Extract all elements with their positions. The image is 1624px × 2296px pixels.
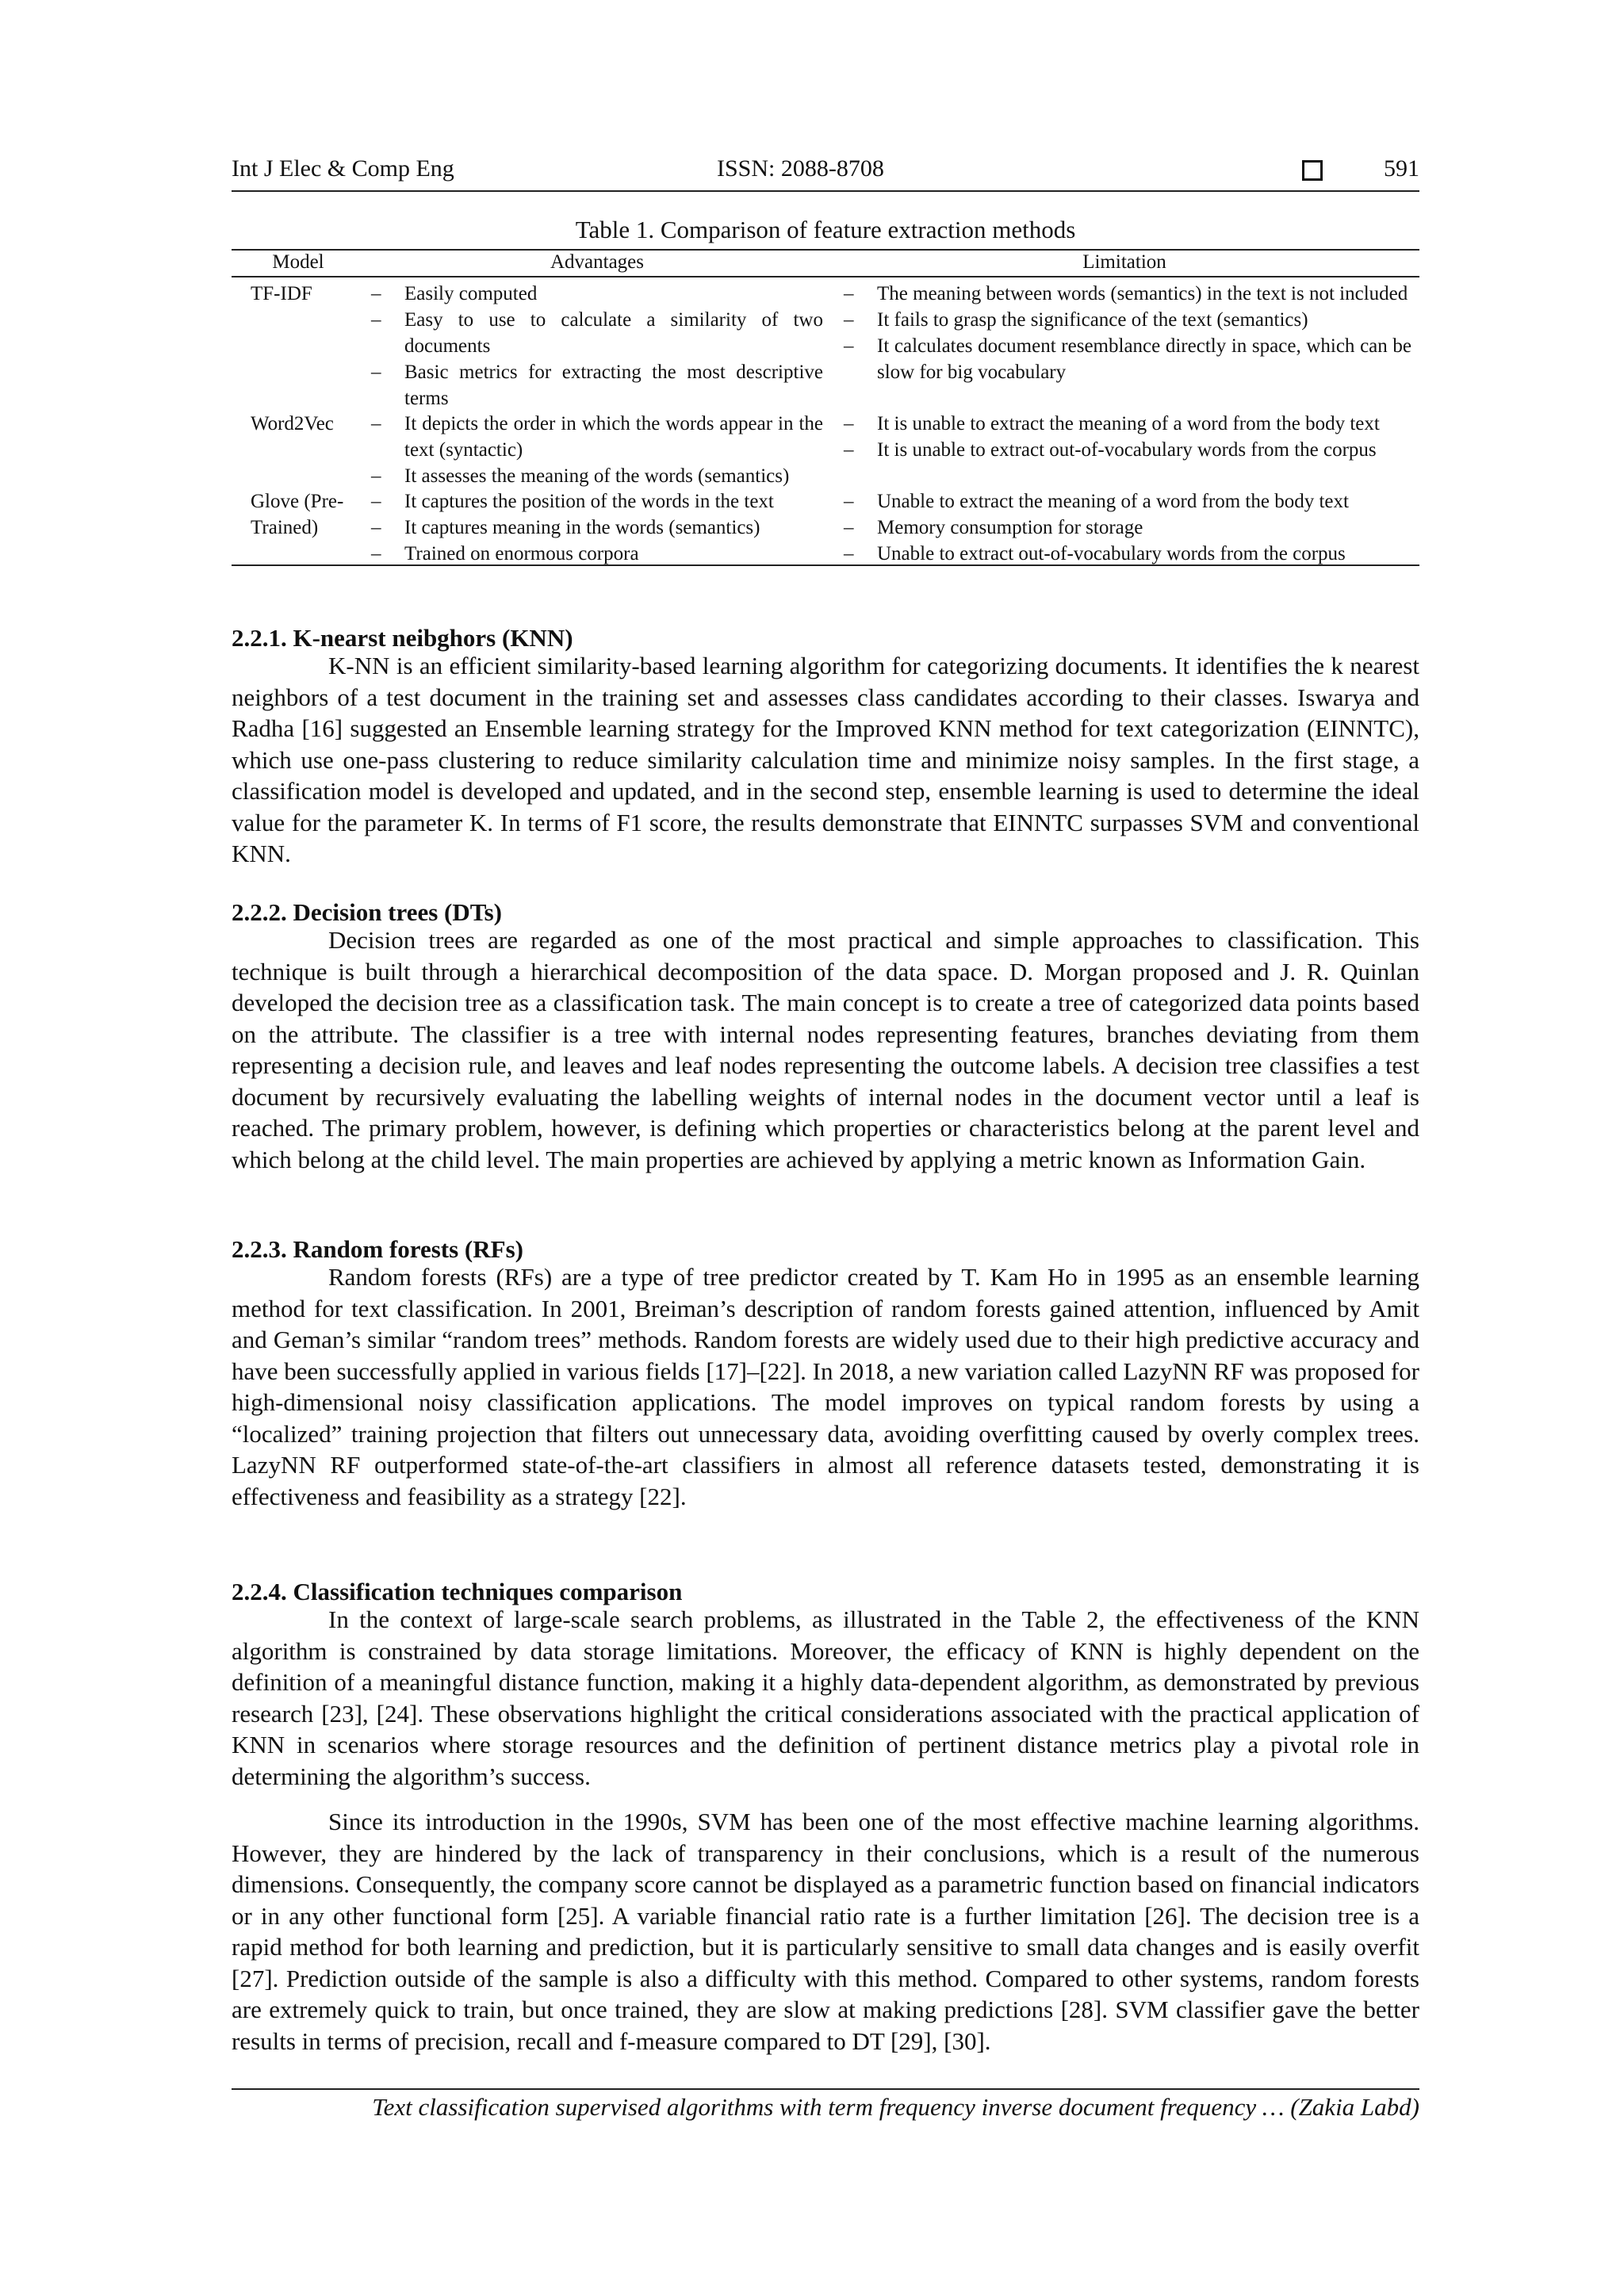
section-paragraph: Decision trees are regarded as one of the most practical and simple approaches to classification. This technique is built through a hierarchical decomposition of the data space. D. Morgan proposed and J. R. Quinlan developed the decision tree as a classification task. The main concept is to create a tree of categorized data points based on the attribute. The classifier is a tree with internal nodes representing features, branches deviating from them representing a decision rule, and leaves and leaf nodes representing the outcome labels. A decision tree classifies a test document by recursively evaluating the labelling weights of internal nodes in the document vector until a leaf is reached. The primary problem, however, is defining which properties or characteristics belong at the parent level and which belong at the child level. The main properties are achieved by applying a metric known as Information Gain. (232, 926, 1419, 1173)
advantage-item: – Trained on enormous corpora (371, 541, 823, 567)
advantage-item: – Basic metrics for extracting the most descriptive terms (371, 359, 823, 411)
column-header-advantages: Advantages (550, 251, 645, 273)
advantage-item: – It depicts the order in which the words appear in the text (syntactic) (371, 411, 823, 463)
journal-name: Int J Elec & Comp Eng (232, 155, 454, 182)
table-row (232, 408, 1419, 485)
column-header-model: Model (272, 251, 324, 273)
section-paragraph: Since its introduction in the 1990s, SVM has been one of the most effective machine learning algorithms. However, they are hindered by the lack of transparency in their conclusions, which is a result of the numerous dimensions. Consequently, the company score cannot be displayed as a parametric function based on financial indicators or in any other functional form [25]. A variable financial ratio rate is a further limitation [26]. The decision tree is a rapid method for both learning and prediction, but it is particularly sensitive to small data changes and is easily overfit [27]. Prediction outside of the sample is also a difficulty with this method. Compared to other systems, random forests are extremely quick to train, but once trained, they are slow at making predictions [28]. SVM classifier gave the better results in terms of precision, recall and f-measure compared to DT [29], [30]. (232, 1808, 1419, 2055)
model-cell: Word2Vec (251, 413, 334, 434)
limitation-item: – It calculates document resemblance directly in space, which can be slow for big vocabulary (844, 333, 1411, 385)
advantage-item: – It captures meaning in the words (semantics) (371, 515, 823, 541)
limitation-item: – It is unable to extract the meaning of a word from the body text (844, 411, 1411, 437)
section-heading: 2.2.2. Decision trees (DTs) (232, 898, 502, 926)
limitation-item: – Unable to extract the meaning of a word from the body text (844, 488, 1411, 515)
limitation-cell (844, 281, 1411, 385)
section-paragraph: Random forests (RFs) are a type of tree predictor created by T. Kam Ho in 1995 as an ensemble learning method for text classification. In 2001, Breiman’s description of random forests gained attention, influenced by Amit and Geman’s similar “random trees” methods. Random forests are widely used due to their high predictive accuracy and have been successfully applied in various fields [17]–[22]. In 2018, a new variation called LazyNN RF was proposed for high-dimensional noisy classification applications. The model improves on typical random forests by using a “localized” training projection that filters out unnecessary data, avoiding overfitting caused by overly complex trees. LazyNN RF outperformed state-of-the-art classifiers in almost all reference datasets tested, demonstrating it is effectiveness and feasibility as a strategy [22]. (232, 1263, 1419, 1510)
advantage-item: – It assesses the meaning of the words (semantics) (371, 463, 823, 489)
advantage-item: – Easy to use to calculate a similarity of two documents (371, 307, 823, 359)
advantages-cell (371, 411, 823, 489)
section-heading: 2.2.4. Classification techniques comparison (232, 1578, 683, 1605)
limitation-item: – Unable to extract out-of-vocabulary words from the corpus (844, 541, 1411, 567)
table-header-row (232, 251, 1419, 277)
table-row (232, 277, 1419, 408)
limitation-item: – The meaning between words (semantics) in the text is not included (844, 281, 1411, 307)
issn: ISSN: 2088-8708 (717, 155, 884, 182)
table-caption: Table 1. Comparison of feature extraction methods (575, 216, 1076, 243)
feature-extraction-table (232, 249, 1419, 566)
square-icon (1302, 160, 1323, 181)
section-heading: 2.2.1. K-nearst neibghors (KNN) (232, 624, 573, 652)
limitation-item: – It is unable to extract out-of-vocabulary words from the corpus (844, 437, 1411, 463)
model-cell: TF-IDF (251, 283, 312, 304)
running-footer: Text classification supervised algorithms with term frequency inverse document frequency … (Zakia Labd) (372, 2093, 1419, 2121)
footer-rule (232, 2088, 1419, 2090)
table-row (232, 485, 1419, 564)
advantage-item: – It captures the position of the words in the text (371, 488, 823, 515)
advantages-cell (371, 488, 823, 567)
running-header (232, 155, 1419, 192)
column-header-limitation: Limitation (1082, 251, 1166, 273)
limitation-cell (844, 411, 1411, 463)
model-cell: Glove (Pre-Trained) (251, 491, 344, 538)
page-number: 591 (1384, 155, 1419, 182)
limitation-cell (844, 488, 1411, 567)
section-paragraph: In the context of large-scale search problems, as illustrated in the Table 2, the effectiveness of the KNN algorithm is constrained by data storage limitations. Moreover, the efficacy of KNN is highly dependent on the definition of a meaningful distance function, making it a highly data-dependent algorithm, as demonstrated by previous research [23], [24]. These observations highlight the critical considerations associated with the practical application of KNN in scenarios where storage resources and the definition of pertinent distance metrics play a pivotal role in determining the algorithm’s success. (232, 1605, 1419, 1790)
advantages-cell (371, 281, 823, 411)
limitation-item: – It fails to grasp the significance of the text (semantics) (844, 307, 1411, 333)
advantage-item: – Easily computed (371, 281, 823, 307)
section-heading: 2.2.3. Random forests (RFs) (232, 1235, 523, 1263)
limitation-item: – Memory consumption for storage (844, 515, 1411, 541)
section-paragraph: K-NN is an efficient similarity-based learning algorithm for categorizing documents. It identifies the k nearest neighbors of a test document in the training set and assesses class candidates according to their classes. Iswarya and Radha [16] suggested an Ensemble learning strategy for the Improved KNN method for text categorization (EINNTC), which use one-pass clustering to reduce similarity calculation time and minimize noisy samples. In the first stage, a classification model is developed and updated, and in the second step, ensemble learning is used to determine the ideal value for the parameter K. In terms of F1 score, the results demonstrate that EINNTC surpasses SVM and conventional KNN. (232, 652, 1419, 867)
